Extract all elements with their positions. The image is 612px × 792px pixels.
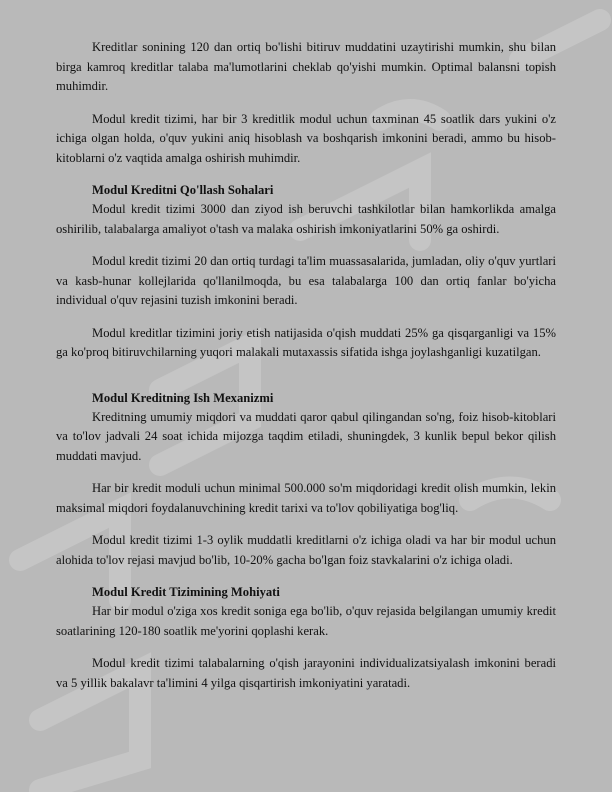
paragraph: Modul kredit tizimi, har bir 3 kreditlik modul uchun taxminan 45 soatlik dars yukini o'z ichiga olgan holda, o'quv yukini aniq hisoblash va boshqarish imkonini beradi, ammo bu hisob-kitoblarni o'z vaqtida amalga oshirish muhimdir. xyxy=(56,111,556,165)
section-heading: Modul Kreditni Qo'llash Sohalari xyxy=(92,183,274,197)
paragraph: Kreditning umumiy miqdori va muddati qaror qabul qilingandan so'ng, foiz hisob-kitoblari va to'lov jadvali 24 soat ichida mijozga taqdim etiladi, shuningdek, 3 kunlik bepul bekor qilish muddati mavjud. xyxy=(56,409,556,463)
paragraph: Har bir kredit moduli uchun minimal 500.000 so'm miqdoridagi kredit olish mumkin, lekin maksimal miqdori foydalanuvchining kredit tarixi va to'lov qobiliyatiga bog'liq. xyxy=(56,481,556,515)
section-heading: Modul Kreditning Ish Mexanizmi xyxy=(92,390,274,405)
paragraph: Modul kredit tizimi 3000 dan ziyod ish beruvchi tashkilotlar bilan hamkorlikda amalga oshirilib, talabalarga amaliyot o'tash va malaka oshirish imkoniyatlarini 50% ga oshirdi. xyxy=(56,202,556,236)
paragraph: Modul kreditlar tizimini joriy etish natijasida o'qish muddati 25% ga qisqarganligi va 15% ga ko'proq bitiruvchilarning yuqori malakali mutaxassis sifatida ishga joylashganligi kuzatilgan. xyxy=(56,325,556,359)
section-heading: Modul Kredit Tizimining Mohiyati xyxy=(92,585,280,599)
paragraph: Modul kredit tizimi 1-3 oylik muddatli kreditlarni o'z ichiga oladi va har bir modul uchun alohida to'lov rejasi mavjud bo'lib, 10-20% gacha bo'lgan foiz stavkalarini o'z ichiga oladi. xyxy=(56,533,556,567)
paragraph: Har bir modul o'ziga xos kredit soniga ega bo'lib, o'quv rejasida belgilangan umumiy kredit soatlarining 120-180 soatlik me'yorini qoplashi kerak. xyxy=(56,604,556,638)
paragraph: Kreditlar sonining 120 dan ortiq bo'lishi bitiruv muddatini uzaytirishi mumkin, shu bilan birga kamroq kreditlar talaba ma'lumotlarini cheklab qo'yishi mumkin. Optimal balansni topish muhimdir. xyxy=(56,40,556,93)
paragraph: Modul kredit tizimi talabalarning o'qish jarayonini individualizatsiyalash imkonini beradi va 5 yillik bakalavr ta'limini 4 yilga qisqartirish imkoniyatini yaratadi. xyxy=(56,656,556,690)
paragraph: Modul kredit tizimi 20 dan ortiq turdagi ta'lim muassasalarida, jumladan, oliy o'quv yurtlari va kasb-hunar kollejlarida qo'llanilmoqda, bu esa talabalarga 100 dan ortiq fanlar bo'yicha individual o'quv rejasini tuzish imkonini beradi. xyxy=(56,254,556,307)
